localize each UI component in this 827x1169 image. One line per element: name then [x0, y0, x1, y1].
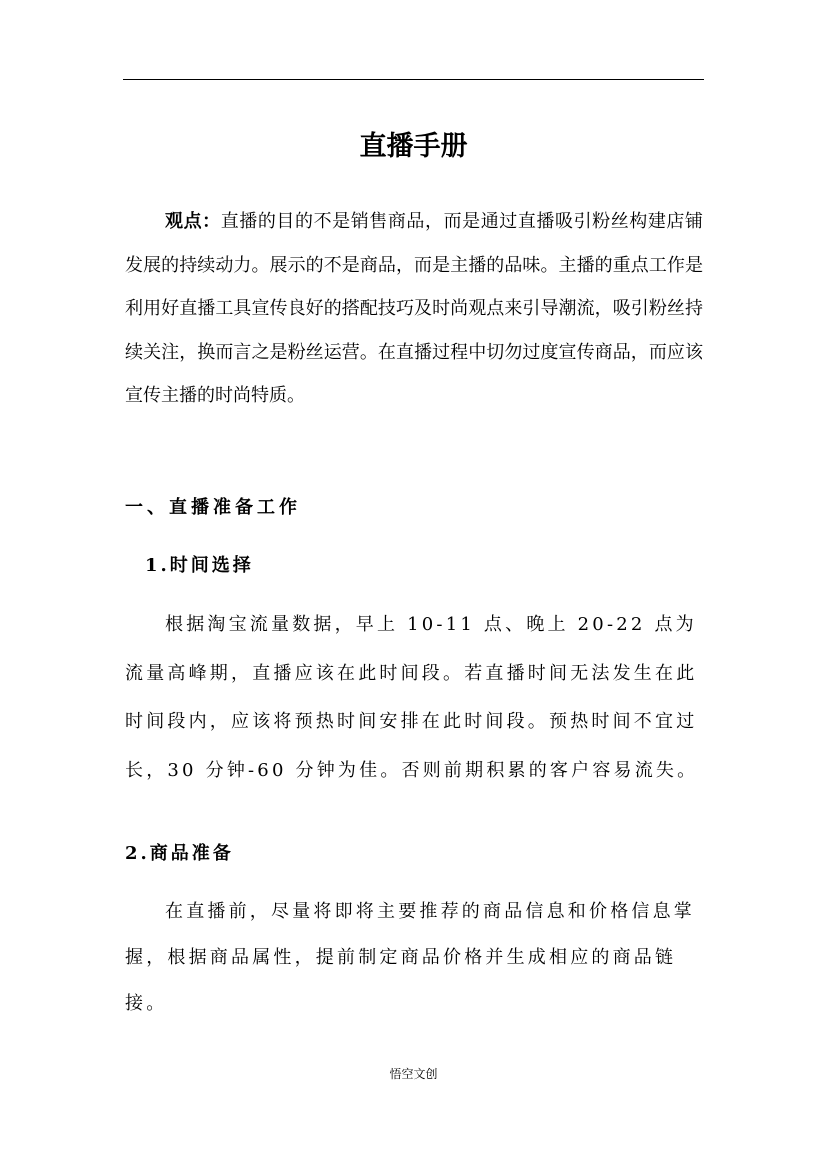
intro-lead: 观点： — [165, 211, 221, 232]
header-rule — [123, 79, 704, 80]
document-title: 直播手册 — [359, 131, 468, 162]
subheading-product-preparation: 2.商品准备 — [125, 843, 234, 864]
paragraph-time-selection: 根据淘宝流量数据，早上 10-11 点、晚上 20-22 点为流量高峰期，直播应该在此时间段。若直播时间无法发生在此时间段内，应该将预热时间安排在此时间段。预热时间不宜过长，30 分钟-60 分钟为佳。否则前期积累的客户容易流失。 — [125, 614, 699, 781]
section-heading-preparation: 一、直播准备工作 — [125, 497, 301, 518]
intro-paragraph — [125, 200, 703, 418]
intro-text: 直播的目的不是销售商品，而是通过直播吸引粉丝构建店铺发展的持续动力。展示的不是商品，而是主播的品味。主播的重点工作是利用好直播工具宣传良好的搭配技巧及时尚观点来引导潮流，吸引粉丝持续关注，换而言之是粉丝运营。在直播过程中切勿过度宣传商品，而应该宣传主播的时尚特质。 — [125, 211, 704, 406]
footer-text: 悟空文创 — [389, 1067, 438, 1081]
subheading-time-selection: 1.时间选择 — [145, 555, 254, 576]
paragraph-product-preparation: 在直播前，尽量将即将主要推荐的商品信息和价格信息掌握，根据商品属性，提前制定商品价格并生成相应的商品链接。 — [125, 901, 695, 1014]
